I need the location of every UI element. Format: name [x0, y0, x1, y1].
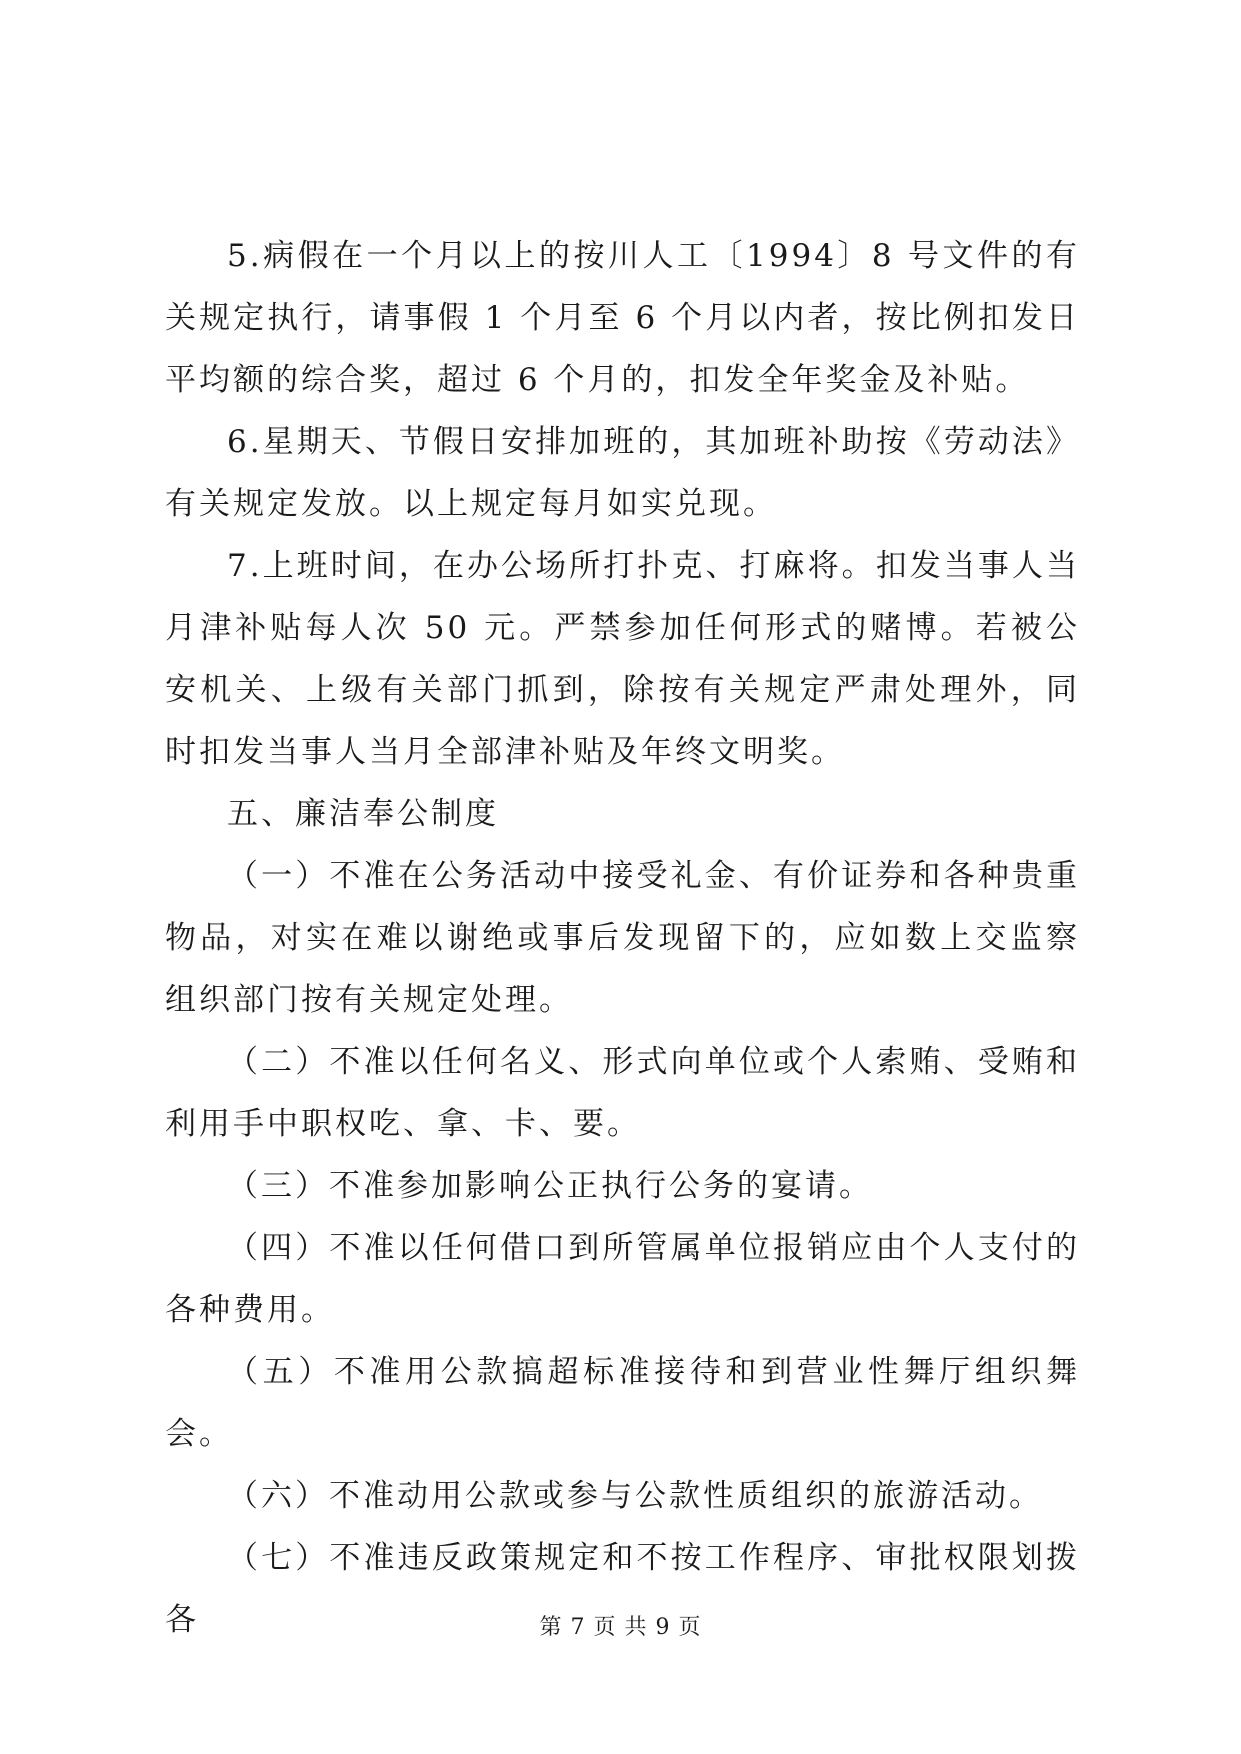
- rule-item-7: （七）不准违反政策规定和不按工作程序、审批权限划拨各: [165, 1540, 1080, 1638]
- rule-item-5: （五）不准用公款搞超标准接待和到营业性舞厅组织舞会。: [165, 1354, 1080, 1452]
- rule-item-1: （一）不准在公务活动中接受礼金、有价证券和各种贵重物品，对实在难以谢绝或事后发现留下的，应如数上交监察组织部门按有关规定处理。: [165, 858, 1080, 1018]
- paragraph-sick-leave: 5.病假在一个月以上的按川人工〔1994〕8 号文件的有关规定执行，请事假 1 个月至 6 个月以内者，按比例扣发日平均额的综合奖，超过 6 个月的，扣发全年奖金及补贴。: [165, 238, 1080, 398]
- paragraph-overtime: 6.星期天、节假日安排加班的，其加班补助按《劳动法》有关规定发放。以上规定每月如实兑现。: [165, 424, 1080, 522]
- rule-item-4: （四）不准以任何借口到所管属单位报销应由个人支付的各种费用。: [165, 1230, 1080, 1328]
- rule-item-6: （六）不准动用公款或参与公款性质组织的旅游活动。: [227, 1478, 1043, 1514]
- rule-item-2: （二）不准以任何名义、形式向单位或个人索贿、受贿和利用手中职权吃、拿、卡、要。: [165, 1044, 1080, 1142]
- page-number-footer: 第 7 页 共 9 页: [539, 1615, 702, 1640]
- rule-item-3: （三）不准参加影响公正执行公务的宴请。: [227, 1168, 873, 1204]
- section-heading-integrity: 五、廉洁奉公制度: [227, 796, 499, 832]
- paragraph-gambling: 7.上班时间，在办公场所打扑克、打麻将。扣发当事人当月津补贴每人次 50 元。严禁参加任何形式的赌博。若被公安机关、上级有关部门抓到，除按有关规定严肃处理外，同时扣发当事人当月全部津补贴及年终文明奖。: [165, 548, 1080, 770]
- document-body: [165, 225, 1080, 1651]
